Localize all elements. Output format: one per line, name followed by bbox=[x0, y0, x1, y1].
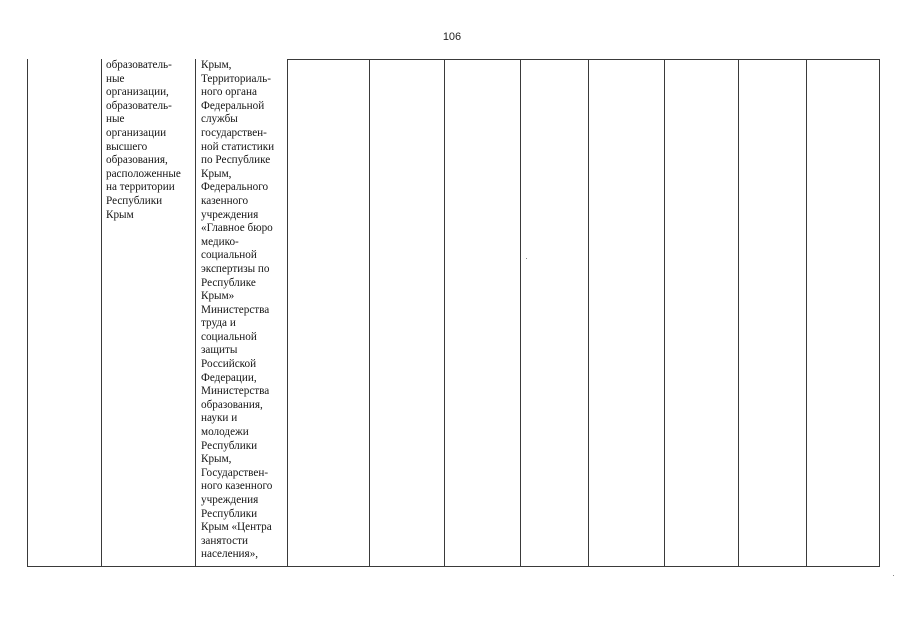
column-divider bbox=[444, 59, 445, 567]
column-divider bbox=[369, 59, 370, 567]
cell-organizations-text: образователь- ные организации, образователь- ные организации высшего образования, расположенные на территории Республики Крым bbox=[106, 59, 181, 221]
column-divider bbox=[588, 59, 589, 567]
column-divider bbox=[27, 59, 28, 567]
column-divider bbox=[738, 59, 739, 567]
table-right-border bbox=[879, 59, 880, 567]
column-divider bbox=[287, 59, 288, 567]
table-bottom-border bbox=[27, 566, 880, 567]
column-divider bbox=[520, 59, 521, 567]
scan-speck bbox=[526, 258, 527, 259]
column-divider bbox=[101, 59, 102, 567]
table-top-border-right-section bbox=[287, 59, 880, 60]
column-divider bbox=[806, 59, 807, 567]
cell-authorities-text: Крым, Территориаль- ного органа Федеральной службы государствен- ной статистики по Республике Крым, Федерального казенного учреждения «Главное бюро медико- социальной экспертизы по Республике Крым» Министерства труда и социальной защиты Российской Федерации, Министерства образования, науки и молодежи Республики Крым, Государствен- ного казенного учреждения Республики Крым «Центра занятости населения», bbox=[201, 59, 275, 561]
column-divider bbox=[664, 59, 665, 567]
scan-speck bbox=[893, 575, 894, 576]
page-number: 106 bbox=[442, 31, 462, 43]
column-divider bbox=[195, 59, 196, 567]
